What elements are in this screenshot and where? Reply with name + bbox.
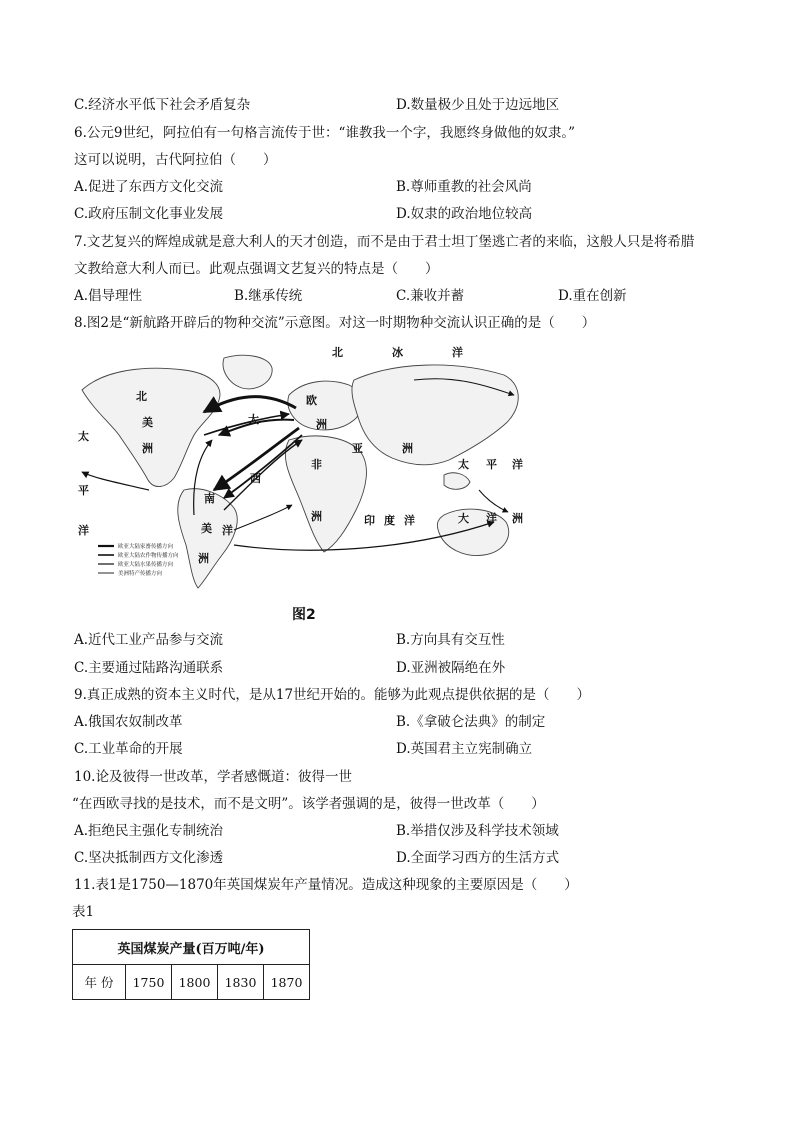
q5-option-d[interactable]: D.数量极少且处于边远地区 xyxy=(396,97,560,113)
label-io-1: 印 xyxy=(364,514,375,527)
q9-option-b[interactable]: B.《拿破仑法典》的制定 xyxy=(396,714,546,730)
label-pe-1: 太 xyxy=(458,458,469,471)
q8-option-d[interactable]: D.亚洲被隔绝在外 xyxy=(396,660,506,676)
legend-livestock: 欧亚大陆家畜传播方向 xyxy=(118,544,174,550)
label-pe-2: 平 xyxy=(486,458,497,471)
label-pw-2: 平 xyxy=(78,484,89,497)
q6-stem-line1: 6.公元9世纪，阿拉伯有一句格言流传于世：“谁教我一个字，我愿终身做他的奴隶。” xyxy=(74,125,576,141)
q9-option-a[interactable]: A.俄国农奴制改革 xyxy=(74,714,183,730)
label-io-3: 洋 xyxy=(404,514,415,527)
label-sa-3: 洲 xyxy=(198,552,209,565)
label-eu-1: 欧 xyxy=(306,394,317,407)
q7-stem-line1: 7.文艺复兴的辉煌成就是意大利人的天才创造，而不是由于君士坦丁堡逃亡者的来临，这般人只是将希腊 xyxy=(74,234,695,250)
legend-fruit: 欧亚大陆水果传播方向 xyxy=(118,562,174,568)
q7-stem-line2: 文教给意大利人而已。此观点强调文艺复兴的特点是（ ） xyxy=(74,261,439,277)
table-header: 英国煤炭产量(百万吨/年) xyxy=(73,930,310,965)
label-atl-1: 大 xyxy=(248,413,259,426)
q10-stem-line1: 10.论及彼得一世改革，学者感慨道：彼得一世 xyxy=(74,769,352,785)
label-io-2: 度 xyxy=(384,514,395,527)
label-as-2: 洲 xyxy=(402,442,413,455)
q6-option-a[interactable]: A.促进了东西方文化交流 xyxy=(74,179,224,195)
label-pw-3: 洋 xyxy=(78,524,89,537)
label-eu-2: 洲 xyxy=(316,418,327,431)
q6-stem-line2: 这可以说明，古代阿拉伯（ ） xyxy=(74,152,277,168)
q11-stem: 11.表1是1750—1870年英国煤炭年产量情况。造成这种现象的主要原因是（ ） xyxy=(74,877,578,893)
q5-option-c[interactable]: C.经济水平低下社会矛盾复杂 xyxy=(74,97,251,113)
figure-caption: 图2 xyxy=(292,607,316,623)
q10-stem-line2: “在西欧寻找的是技术，而不是文明”。该学者强调的是，彼得一世改革（ ） xyxy=(72,796,545,812)
label-pw-1: 太 xyxy=(78,430,89,443)
q10-option-b[interactable]: B.举措仅涉及科学技术领域 xyxy=(396,823,559,839)
label-na-1: 北 xyxy=(136,390,147,403)
legend-crops: 欧亚大陆农作物传播方向 xyxy=(118,553,179,559)
q7-option-c[interactable]: C.兼收并蓄 xyxy=(396,288,465,304)
label-arctic-1: 北 xyxy=(332,346,343,359)
species-exchange-map xyxy=(74,340,528,592)
label-sa-2: 美 xyxy=(201,522,212,535)
table-year-cell: 1870 xyxy=(264,965,310,1000)
table-year-cell: 1800 xyxy=(172,965,218,1000)
label-au-3: 洲 xyxy=(512,512,523,525)
coal-production-table xyxy=(72,929,310,1000)
label-arctic-2: 冰 xyxy=(392,346,403,359)
q8-option-b[interactable]: B.方向具有交互性 xyxy=(396,632,505,648)
label-arctic-3: 洋 xyxy=(452,346,463,359)
label-atl-3: 洋 xyxy=(222,524,233,537)
label-af-1: 非 xyxy=(311,458,322,471)
table-label: 表1 xyxy=(72,904,95,920)
label-as-1: 亚 xyxy=(352,442,363,455)
q9-option-d[interactable]: D.英国君主立宪制确立 xyxy=(396,741,533,757)
q8-option-a[interactable]: A.近代工业产品参与交流 xyxy=(74,632,224,648)
q8-option-c[interactable]: C.主要通过陆路沟通联系 xyxy=(74,660,224,676)
q6-option-b[interactable]: B.尊师重教的社会风尚 xyxy=(396,179,532,195)
label-au-2: 洋 xyxy=(486,512,497,525)
q9-option-c[interactable]: C.工业革命的开展 xyxy=(74,741,183,757)
table-year-cell: 1830 xyxy=(218,965,264,1000)
label-au-1: 大 xyxy=(458,512,469,525)
table-year-cell: 1750 xyxy=(126,965,172,1000)
q7-option-d[interactable]: D.重在创新 xyxy=(558,288,627,304)
q9-stem: 9.真正成熟的资本主义时代，是从17世纪开始的。能够为此观点提供依据的是（ ） xyxy=(74,687,591,703)
q10-option-a[interactable]: A.拒绝民主强化专制统治 xyxy=(74,823,224,839)
q10-option-d[interactable]: D.全面学习西方的生活方式 xyxy=(396,850,560,866)
table-row-label: 年 份 xyxy=(73,965,126,1000)
label-na-3: 洲 xyxy=(142,442,153,455)
legend-americas: 美洲特产传播方向 xyxy=(118,571,163,577)
label-af-2: 洲 xyxy=(311,510,322,523)
label-atl-2: 西 xyxy=(250,472,261,485)
label-pe-3: 洋 xyxy=(512,458,523,471)
q8-stem: 8.图2是“新航路开辟后的物种交流”示意图。对这一时期物种交流认识正确的是（ ） xyxy=(74,315,596,331)
q6-option-c[interactable]: C.政府压制文化事业发展 xyxy=(74,206,224,222)
label-sa-1: 南 xyxy=(204,492,215,505)
label-na-2: 美 xyxy=(142,416,153,429)
q10-option-c[interactable]: C.坚决抵制西方文化渗透 xyxy=(74,850,224,866)
q6-option-d[interactable]: D.奴隶的政治地位较高 xyxy=(396,206,533,222)
q7-option-a[interactable]: A.倡导理性 xyxy=(74,288,143,304)
q7-option-b[interactable]: B.继承传统 xyxy=(234,288,303,304)
